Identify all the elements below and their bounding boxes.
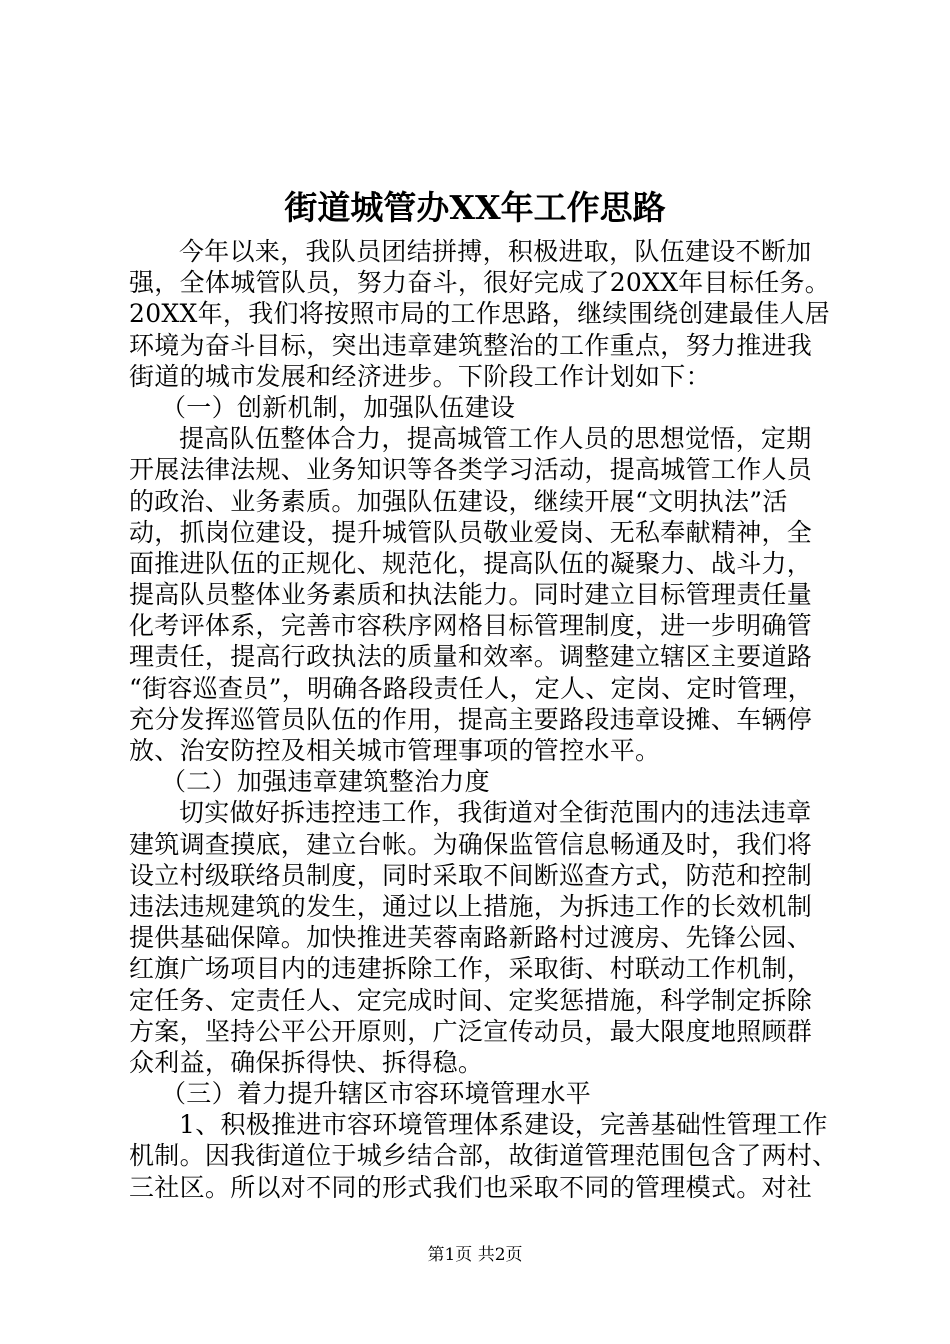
paragraph-line: 环境为奋斗目标，突出违章建筑整治的工作重点，努力推进我 — [129, 330, 813, 360]
paragraph-line: 众利益，确保拆得快、拆得稳。 — [129, 1047, 484, 1077]
paragraph-line: 今年以来，我队员团结拼搏，积极进取，队伍建设不断加 — [179, 237, 812, 266]
paragraph-line: 面推进队伍的正规化、规范化，提高队伍的凝聚力、战斗力， — [129, 548, 813, 578]
page-footer: 第1页 共2页 — [427, 1245, 523, 1265]
paragraph-line: 机制。因我街道位于城乡结合部，故街道管理范围包含了两村、 — [129, 1141, 838, 1171]
document-body — [129, 236, 854, 1203]
paragraph-line: 提高队员整体业务素质和执法能力。同时建立目标管理责任量 — [129, 580, 813, 610]
paragraph-line: 的政治、业务素质。加强队伍建设，继续开展“文明执法”活 — [129, 486, 788, 516]
paragraph-line: 方案，坚持公平公开原则，广泛宣传动员，最大限度地照顾群 — [129, 1016, 813, 1046]
paragraph-line: 切实做好拆违控违工作，我街道对全街范围内的违法违章 — [179, 798, 812, 828]
paragraph-line: 建筑调查摸底，建立台帐。为确保监管信息畅通及时，我们将 — [129, 829, 813, 859]
paragraph-line: 三社区。所以对不同的形式我们也采取不同的管理模式。对社 — [129, 1172, 813, 1202]
section-heading: （一）创新机制，加强队伍建设 — [161, 392, 516, 422]
paragraph-line: 开展法律法规、业务知识等各类学习活动，提高城管工作人员 — [129, 455, 813, 485]
paragraph-line: 放、治安防控及相关城市管理事项的管控水平。 — [129, 736, 661, 765]
paragraph-line: 违法违规建筑的发生，通过以上措施，为拆违工作的长效机制 — [129, 891, 813, 921]
section-heading: （三）着力提升辖区市容环境管理水平 — [161, 1079, 592, 1109]
document-title: 街道城管办XX年工作思路 — [284, 188, 666, 227]
paragraph-line: 设立村级联络员制度，同时采取不间断巡查方式，防范和控制 — [129, 860, 813, 890]
paragraph-line: 强，全体城管队员，努力奋斗，很好完成了20XX年目标任务。 — [129, 268, 831, 298]
paragraph-line: 提高队伍整体合力，提高城管工作人员的思想觉悟，定期 — [179, 424, 812, 454]
paragraph-line: 1、积极推进市容环境管理体系建设，完善基础性管理工作 — [179, 1110, 828, 1140]
paragraph-line: 动，抓岗位建设，提升城管队员敬业爱岗、无私奉献精神，全 — [129, 517, 813, 547]
paragraph-line: 理责任，提高行政执法的质量和效率。调整建立辖区主要道路 — [129, 642, 813, 672]
paragraph-line: 化考评体系，完善市容秩序网格目标管理制度，进一步明确管 — [129, 611, 813, 641]
paragraph-line: 20XX年，我们将按照市局的工作思路，继续围绕创建最佳人居 — [129, 299, 831, 329]
paragraph-line: “街容巡查员”，明确各路段责任人，定人、定岗、定时管理， — [129, 673, 813, 703]
paragraph-line: 红旗广场项目内的违建拆除工作，采取街、村联动工作机制， — [129, 954, 813, 984]
paragraph-line: 街道的城市发展和经济进步。下阶段工作计划如下： — [129, 361, 711, 391]
section-heading: （二）加强违章建筑整治力度 — [161, 767, 490, 797]
paragraph-line: 提供基础保障。加快推进芙蓉南路新路村过渡房、先锋公园、 — [129, 923, 813, 953]
paragraph-line: 定任务、定责任人、定完成时间、定奖惩措施，科学制定拆除 — [129, 985, 813, 1015]
paragraph-line: 充分发挥巡管员队伍的作用，提高主要路段违章设摊、车辆停 — [129, 704, 813, 734]
